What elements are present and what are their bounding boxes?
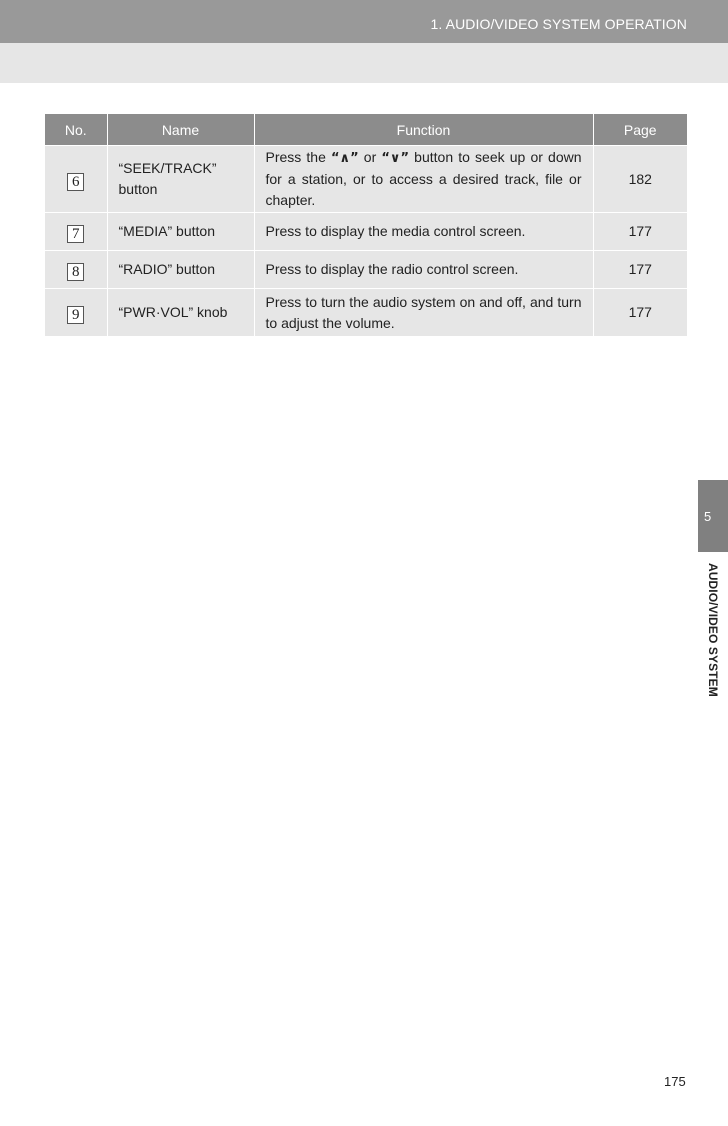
column-header-no: No.: [45, 114, 107, 146]
cell-function: [254, 146, 593, 213]
cell-name: “MEDIA” button: [107, 213, 254, 251]
chapter-number: 5: [704, 509, 712, 524]
cell-page: 177: [593, 289, 687, 337]
cell-no: [45, 146, 107, 213]
table-row: [45, 213, 687, 251]
cell-name: “SEEK/TRACK” button: [107, 146, 254, 213]
chapter-tab: [698, 480, 728, 552]
item-number-badge: 9: [67, 306, 84, 324]
cell-page: 177: [593, 251, 687, 289]
function-text: Press the: [265, 149, 332, 165]
column-header-page: Page: [593, 114, 687, 146]
table-row: [45, 251, 687, 289]
cell-name: “RADIO” button: [107, 251, 254, 289]
up-arrow-icon: “∧”: [331, 151, 359, 166]
cell-page: 182: [593, 146, 687, 213]
item-number-badge: 7: [67, 225, 84, 243]
table-header-row: [45, 114, 687, 146]
cell-page: 177: [593, 213, 687, 251]
cell-no: [45, 289, 107, 337]
down-arrow-icon: “∨”: [381, 151, 410, 166]
cell-function: Press to display the radio control screen.: [254, 251, 593, 289]
column-header-name: Name: [107, 114, 254, 146]
table-row: [45, 146, 687, 213]
cell-function: Press to turn the audio system on and off, and turn to adjust the volume.: [254, 289, 593, 337]
page-header: [0, 0, 728, 43]
page-number: 175: [664, 1074, 686, 1089]
cell-no: [45, 213, 107, 251]
section-title: 1. AUDIO/VIDEO SYSTEM OPERATION: [430, 16, 687, 32]
item-number-badge: 8: [67, 263, 84, 281]
cell-no: [45, 251, 107, 289]
column-header-function: Function: [254, 114, 593, 146]
cell-name: “PWR·VOL” knob: [107, 289, 254, 337]
chapter-label: AUDIO/VIDEO SYSTEM: [706, 563, 720, 697]
table-row: [45, 289, 687, 337]
header-band: [0, 43, 728, 83]
function-table: [45, 114, 687, 337]
cell-function: Press to display the media control screen.: [254, 213, 593, 251]
item-number-badge: 6: [67, 173, 84, 191]
function-text: button to seek up or down for a station, or to access a desired track, file or chapter.: [265, 149, 582, 208]
function-text: or: [358, 149, 382, 165]
